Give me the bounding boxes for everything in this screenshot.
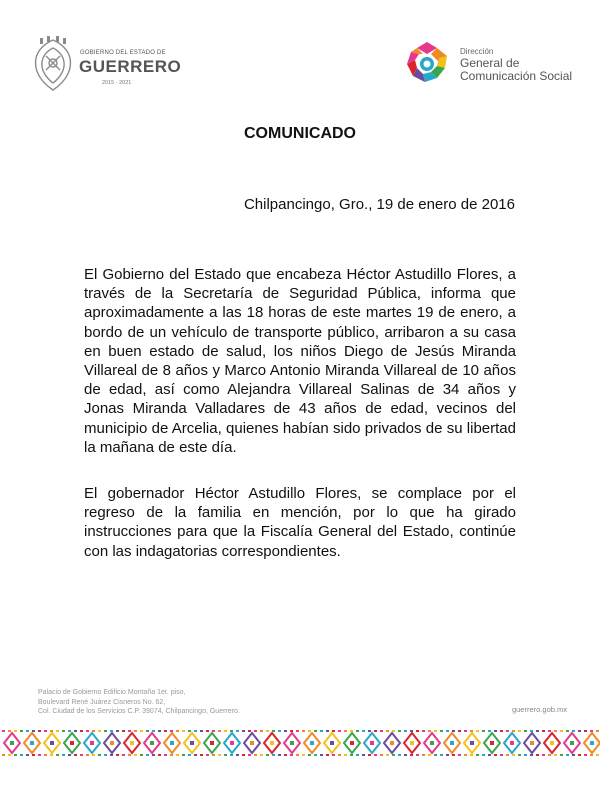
gov-logo-subtitle: GOBIERNO DEL ESTADO DE	[80, 50, 166, 56]
border-stitch	[494, 754, 497, 756]
communication-office-logo	[405, 36, 575, 96]
border-stitch	[266, 754, 269, 756]
border-stitch	[224, 754, 227, 756]
address-line: Palacio de Gobierno Edificio Montaña 1er. piso,	[38, 689, 186, 696]
border-stitch	[284, 730, 287, 732]
border-stitch	[194, 730, 197, 732]
border-stitch	[314, 754, 317, 756]
border-stitch	[572, 754, 575, 756]
border-stitch	[404, 754, 407, 756]
border-stitch	[128, 730, 131, 732]
border-stitch	[212, 754, 215, 756]
border-stitch	[320, 730, 323, 732]
border-stitch	[170, 730, 173, 732]
border-stitch	[74, 730, 77, 732]
border-stitch	[302, 730, 305, 732]
dgcs-logo-title-line1: General de	[460, 56, 520, 70]
border-stitch	[290, 730, 293, 732]
border-dot	[590, 741, 594, 745]
border-stitch	[410, 730, 413, 732]
dateline: Chilpancingo, Gro., 19 de enero de 2016	[243, 196, 515, 213]
border-stitch	[536, 754, 539, 756]
border-dot	[290, 741, 294, 745]
border-stitch	[134, 754, 137, 756]
border-stitch	[512, 730, 515, 732]
border-dot	[410, 741, 414, 745]
border-stitch	[350, 730, 353, 732]
border-stitch	[482, 730, 485, 732]
border-stitch	[86, 730, 89, 732]
border-stitch	[170, 754, 173, 756]
border-stitch	[92, 754, 95, 756]
border-stitch	[380, 730, 383, 732]
border-dot	[450, 741, 454, 745]
border-stitch	[506, 730, 509, 732]
border-stitch	[50, 730, 53, 732]
border-dot	[570, 741, 574, 745]
border-stitch	[410, 754, 413, 756]
border-stitch	[104, 754, 107, 756]
border-stitch	[572, 730, 575, 732]
border-stitch	[350, 754, 353, 756]
border-stitch	[26, 730, 29, 732]
border-stitch	[272, 730, 275, 732]
border-stitch	[278, 754, 281, 756]
border-stitch	[560, 730, 563, 732]
gov-logo-title: GUERRERO	[79, 57, 182, 76]
border-stitch	[20, 754, 23, 756]
border-stitch	[26, 754, 29, 756]
border-stitch	[296, 730, 299, 732]
state-crest-icon	[30, 36, 76, 94]
border-stitch	[218, 730, 221, 732]
border-dot	[390, 741, 394, 745]
border-stitch	[566, 730, 569, 732]
border-dot	[490, 741, 494, 745]
border-stitch	[554, 730, 557, 732]
border-stitch	[272, 754, 275, 756]
decorative-embroidery-border	[0, 728, 600, 758]
border-stitch	[578, 730, 581, 732]
border-stitch	[500, 754, 503, 756]
border-stitch	[248, 730, 251, 732]
border-stitch	[590, 754, 593, 756]
border-stitch	[524, 754, 527, 756]
gov-logo-years: 2015 · 2021	[102, 80, 132, 86]
border-stitch	[536, 730, 539, 732]
dgcs-logo-subtitle: Dirección	[460, 47, 494, 56]
border-stitch	[452, 754, 455, 756]
border-stitch	[296, 754, 299, 756]
border-stitch	[200, 754, 203, 756]
border-stitch	[386, 730, 389, 732]
border-stitch	[320, 754, 323, 756]
footer-address	[38, 688, 240, 717]
border-stitch	[104, 730, 107, 732]
border-stitch	[404, 730, 407, 732]
border-stitch	[122, 754, 125, 756]
border-stitch	[146, 754, 149, 756]
border-stitch	[524, 730, 527, 732]
border-stitch	[326, 754, 329, 756]
border-stitch	[554, 754, 557, 756]
border-dot	[330, 741, 334, 745]
border-dot	[370, 741, 374, 745]
border-stitch	[506, 754, 509, 756]
border-stitch	[98, 730, 101, 732]
border-stitch	[8, 754, 11, 756]
border-stitch	[398, 754, 401, 756]
border-stitch	[56, 730, 59, 732]
border-dot	[210, 741, 214, 745]
border-stitch	[260, 754, 263, 756]
border-stitch	[362, 754, 365, 756]
border-dot	[550, 741, 554, 745]
border-stitch	[464, 730, 467, 732]
border-dot	[190, 741, 194, 745]
border-stitch	[374, 730, 377, 732]
border-stitch	[188, 754, 191, 756]
border-stitch	[416, 754, 419, 756]
border-stitch	[332, 754, 335, 756]
border-stitch	[314, 730, 317, 732]
border-stitch	[212, 730, 215, 732]
border-stitch	[194, 754, 197, 756]
border-dot	[350, 741, 354, 745]
border-stitch	[332, 730, 335, 732]
border-stitch	[386, 754, 389, 756]
border-stitch	[542, 730, 545, 732]
border-stitch	[344, 730, 347, 732]
border-stitch	[434, 754, 437, 756]
address-line: Boulevard René Juárez Cisneros No. 62,	[38, 698, 166, 706]
border-stitch	[14, 730, 17, 732]
border-stitch	[80, 730, 83, 732]
communication-office-emblem-icon	[405, 40, 449, 84]
border-stitch	[434, 730, 437, 732]
border-stitch	[530, 730, 533, 732]
border-stitch	[458, 754, 461, 756]
border-stitch	[290, 754, 293, 756]
border-stitch	[428, 730, 431, 732]
border-stitch	[356, 730, 359, 732]
border-stitch	[20, 730, 23, 732]
border-stitch	[68, 754, 71, 756]
border-stitch	[398, 730, 401, 732]
border-stitch	[92, 730, 95, 732]
footer-website: guerrero.gob.mx	[511, 705, 567, 714]
border-stitch	[338, 754, 341, 756]
border-stitch	[428, 754, 431, 756]
border-stitch	[512, 754, 515, 756]
border-stitch	[230, 754, 233, 756]
border-stitch	[560, 754, 563, 756]
border-stitch	[446, 730, 449, 732]
border-stitch	[236, 730, 239, 732]
border-stitch	[206, 730, 209, 732]
border-stitch	[158, 754, 161, 756]
border-stitch	[206, 754, 209, 756]
border-stitch	[38, 730, 41, 732]
border-stitch	[308, 730, 311, 732]
border-stitch	[476, 754, 479, 756]
border-stitch	[2, 730, 5, 732]
border-stitch	[260, 730, 263, 732]
border-stitch	[278, 730, 281, 732]
border-stitch	[458, 730, 461, 732]
border-stitch	[32, 730, 35, 732]
border-stitch	[374, 754, 377, 756]
body-paragraph: El gobernador Héctor Astudillo Flores, se complace por el regreso de la familia en mención, por lo que ha girado instrucciones para que la Fiscalía General del Estado, continúe con las indagatorias correspondientes.	[84, 485, 516, 560]
border-stitch	[518, 730, 521, 732]
border-stitch	[242, 754, 245, 756]
border-stitch	[452, 730, 455, 732]
border-dot	[50, 741, 54, 745]
border-stitch	[146, 730, 149, 732]
border-stitch	[164, 754, 167, 756]
dgcs-logo-title-line2: Comunicación Social	[460, 69, 573, 83]
border-dot	[70, 741, 74, 745]
border-stitch	[224, 730, 227, 732]
border-stitch	[236, 754, 239, 756]
border-dot	[230, 741, 234, 745]
border-stitch	[494, 730, 497, 732]
border-stitch	[446, 754, 449, 756]
border-stitch	[182, 754, 185, 756]
border-stitch	[392, 730, 395, 732]
border-stitch	[218, 754, 221, 756]
border-stitch	[518, 754, 521, 756]
border-stitch	[422, 730, 425, 732]
border-dot	[110, 741, 114, 745]
border-dot	[530, 741, 534, 745]
border-stitch	[110, 730, 113, 732]
border-dot	[510, 741, 514, 745]
border-stitch	[548, 754, 551, 756]
border-stitch	[596, 754, 599, 756]
border-stitch	[152, 730, 155, 732]
border-dot	[430, 741, 434, 745]
border-stitch	[182, 730, 185, 732]
border-stitch	[116, 754, 119, 756]
border-stitch	[254, 730, 257, 732]
border-stitch	[578, 754, 581, 756]
border-stitch	[596, 730, 599, 732]
body-paragraph: El Gobierno del Estado que encabeza Héctor Astudillo Flores, a través de la Secretaría de Seguridad Pública, informa que aproximadamente a las 18 horas de este martes 19 de enero, a bordo de un vehículo de transporte público, arribaron a su casa en buen estado de salud, los niños Diego de Jesús Miranda Villareal de 8 años y Marco Antonio Miranda Villareal de 10 años de edad, así como Alejandra Villareal Salinas de 34 años y Jonas Miranda Valladares de 43 años de edad, vecinos del municipio de Arcelia, quienes habían sido privados de su libertad la mañana de este día.	[84, 266, 516, 456]
border-stitch	[230, 730, 233, 732]
border-stitch	[128, 754, 131, 756]
border-dot	[170, 741, 174, 745]
border-stitch	[584, 730, 587, 732]
border-stitch	[176, 730, 179, 732]
border-stitch	[110, 754, 113, 756]
border-dot	[150, 741, 154, 745]
border-stitch	[368, 754, 371, 756]
border-stitch	[362, 730, 365, 732]
border-stitch	[86, 754, 89, 756]
border-dot	[270, 741, 274, 745]
border-dot	[470, 741, 474, 745]
border-stitch	[356, 754, 359, 756]
border-stitch	[308, 754, 311, 756]
border-stitch	[98, 754, 101, 756]
border-stitch	[62, 730, 65, 732]
border-stitch	[338, 730, 341, 732]
border-dot	[10, 741, 14, 745]
border-stitch	[38, 754, 41, 756]
border-stitch	[56, 754, 59, 756]
border-stitch	[548, 730, 551, 732]
border-stitch	[134, 730, 137, 732]
border-stitch	[158, 730, 161, 732]
border-dot	[30, 741, 34, 745]
border-stitch	[164, 730, 167, 732]
border-dot	[90, 741, 94, 745]
border-dot	[310, 741, 314, 745]
border-dot	[130, 741, 134, 745]
border-stitch	[470, 730, 473, 732]
border-stitch	[32, 754, 35, 756]
border-stitch	[50, 754, 53, 756]
guerrero-government-logo	[30, 36, 180, 96]
border-stitch	[464, 754, 467, 756]
border-stitch	[566, 754, 569, 756]
border-stitch	[44, 730, 47, 732]
border-stitch	[176, 754, 179, 756]
border-stitch	[68, 730, 71, 732]
border-stitch	[188, 730, 191, 732]
border-stitch	[248, 754, 251, 756]
border-stitch	[440, 754, 443, 756]
border-stitch	[284, 754, 287, 756]
border-dot	[250, 741, 254, 745]
border-stitch	[542, 754, 545, 756]
border-stitch	[344, 754, 347, 756]
border-stitch	[44, 754, 47, 756]
border-stitch	[254, 754, 257, 756]
border-stitch	[530, 754, 533, 756]
border-stitch	[266, 730, 269, 732]
border-stitch	[2, 754, 5, 756]
border-stitch	[422, 754, 425, 756]
border-stitch	[200, 730, 203, 732]
border-stitch	[14, 754, 17, 756]
border-stitch	[584, 754, 587, 756]
border-stitch	[140, 754, 143, 756]
border-stitch	[380, 754, 383, 756]
border-stitch	[488, 754, 491, 756]
border-stitch	[116, 730, 119, 732]
border-stitch	[482, 754, 485, 756]
border-stitch	[8, 730, 11, 732]
border-stitch	[368, 730, 371, 732]
border-stitch	[122, 730, 125, 732]
border-stitch	[302, 754, 305, 756]
border-stitch	[392, 754, 395, 756]
border-stitch	[476, 730, 479, 732]
document-title: COMUNICADO	[244, 125, 356, 142]
letterhead	[0, 30, 600, 100]
border-stitch	[416, 730, 419, 732]
border-stitch	[470, 754, 473, 756]
border-stitch	[242, 730, 245, 732]
border-stitch	[140, 730, 143, 732]
border-stitch	[74, 754, 77, 756]
border-stitch	[500, 730, 503, 732]
border-stitch	[62, 754, 65, 756]
border-stitch	[440, 730, 443, 732]
address-line: Col. Ciudad de los Servicios C.P. 39074, Chilpancingo, Guerrero.	[38, 708, 240, 715]
border-stitch	[152, 754, 155, 756]
border-stitch	[488, 730, 491, 732]
border-stitch	[590, 730, 593, 732]
border-stitch	[80, 754, 83, 756]
border-stitch	[326, 730, 329, 732]
